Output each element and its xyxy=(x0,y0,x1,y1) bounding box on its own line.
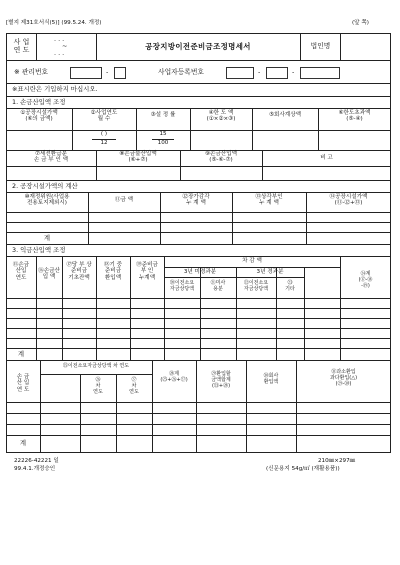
s3b-col29-header: ㉙환입할 금액합계 (㉓+㉘) xyxy=(211,371,231,389)
fiscal-year-label: 사 업 연 도 xyxy=(13,38,30,55)
section1-title: 1. 손금산입액 조정 xyxy=(12,98,66,106)
s3b-col28-header: ㉘계 (㉕+㉖+㉗) xyxy=(160,371,188,383)
s2-col13-header: ⑬상각부인 누 계 액 xyxy=(255,194,283,207)
form-title: 공장지방이전준비금조정명세서 xyxy=(145,42,251,51)
over-3yr-label: 3년 경과분 xyxy=(256,269,284,275)
mgmt-number-part1[interactable] xyxy=(70,67,102,79)
s1-col7-header: ⑦세전환급분 손 금 부 인 액 xyxy=(33,151,69,164)
period-start[interactable]: . . . xyxy=(54,35,65,43)
s3b-group-label: ㉕이전소요자금상당액 차 연도 xyxy=(62,363,130,369)
page-side: (앞 쪽) xyxy=(352,20,369,26)
s3-col21-header: ㉑미사 용분 xyxy=(210,280,226,292)
form-code: 22226-42221 일 xyxy=(14,458,59,464)
section2-title: 2. 공장시설가액의 계산 xyxy=(12,182,78,190)
biz-reg-part3[interactable] xyxy=(300,67,340,79)
s3-col20-header: ⑳이전소요 자금상당액 xyxy=(169,280,195,292)
under-3yr-label: 3년 미경과분 xyxy=(183,269,217,275)
s2-col14-header: ⑭공장시설가액 (⑪-⑫+⑬) xyxy=(329,194,368,207)
month-fraction-den: 12 xyxy=(100,140,108,146)
mgmt-number-label: ※ 관리번호 xyxy=(14,68,49,76)
s1-col3-header: ③설 정 률 xyxy=(150,112,176,118)
mgmt-number-part2[interactable] xyxy=(114,67,126,79)
s3b-total-label: 계 xyxy=(19,439,27,447)
notice-text: ※표시란은 기입하지 마십시오. xyxy=(12,85,98,93)
s3-col24-header: ㉔계 (⑰-⑱ -⑲) xyxy=(358,271,373,289)
s3-col18-header: ⑱기 중 준비금 환입액 xyxy=(103,262,123,281)
s3-col22-header: ㉒이전소요 자금상당액 xyxy=(243,280,269,292)
s3b-col30-header: ㉚회사 환입액 xyxy=(263,373,279,385)
remarks-header: 비 고 xyxy=(320,155,333,161)
paper-type: (신문용지 54g/㎡ (재활용품)) xyxy=(266,466,340,472)
s1-col1-header: ①공장시설가액 (⑥의 금액) xyxy=(20,110,58,123)
s3b-col26-header: ㉖ 차 연도 xyxy=(93,377,103,395)
s3b-year-header: 손 금 산 입 연 도 xyxy=(16,374,30,393)
period-tilde: ~ xyxy=(62,42,68,50)
period-end[interactable]: . . . xyxy=(54,49,65,57)
s2-col11-header: ⑪금 액 xyxy=(114,197,134,203)
section3-title: 3. 익금산입액 조정 xyxy=(12,246,66,254)
deduction-group-label: 차 감 액 xyxy=(242,258,262,264)
form-number: [별지 제31호서식(5)] (99.5.24. 개정) xyxy=(6,20,102,26)
month-fraction-num: ( ) xyxy=(100,131,108,137)
s1-col8-header: ⑧손금불산입액 (⑥+⑦) xyxy=(119,151,157,164)
corp-name-label: 법인명 xyxy=(310,42,331,50)
s3-col23-header: ㉓ 기타 xyxy=(285,280,295,292)
s3-total-label: 계 xyxy=(17,350,25,358)
biz-reg-label: 사업자등록번호 xyxy=(158,68,204,76)
biz-reg-dash1: - xyxy=(258,68,261,76)
biz-reg-part1[interactable] xyxy=(226,67,254,79)
biz-reg-dash2: - xyxy=(292,68,295,76)
s2-col10-header: ⑩재정위원(사업용 전용토지제외시) xyxy=(24,194,70,207)
s1-col2-header: ②사업연도 월 수 xyxy=(90,110,118,123)
s2-total-label: 계 xyxy=(43,234,51,242)
s3b-col27-header: ㉗ 차 연도 xyxy=(129,377,139,395)
s3b-col31-header: ㉛과소환입 과다환입(△) (㉙-㉚) xyxy=(329,369,358,387)
s3-col16-header: ⑯손금산 입 액 xyxy=(38,268,60,281)
paper-size: 210㎜×297㎜ xyxy=(318,458,356,464)
s3-col19-header: ⑲준비금 부 인 누계액 xyxy=(136,262,158,281)
s1-col5-header: ⑤회사계상액 xyxy=(268,112,302,118)
rate-fraction-num: 15 xyxy=(159,131,167,137)
s1-col9-header: ⑨손금산입액 (⑤-⑥-⑦) xyxy=(204,151,238,164)
approval-date: 99.4.1.개정승인 xyxy=(14,466,56,472)
s1-col4-header: ④한 도 액 (①×②×③) xyxy=(206,110,236,123)
s3-col15-header: ⑮손금 산입 연도 xyxy=(12,262,30,281)
s3-col17-header: ⑰당 부 상 준비금 기초잔액 xyxy=(66,262,92,281)
mgmt-dash: - xyxy=(106,68,109,76)
s2-col12-header: ⑫장가감각 누 계 액 xyxy=(182,194,210,207)
rate-fraction-den: 100 xyxy=(157,140,169,146)
biz-reg-part2[interactable] xyxy=(266,67,288,79)
s1-col6-header: ⑥한도초과액 (⑤-④) xyxy=(338,110,371,123)
